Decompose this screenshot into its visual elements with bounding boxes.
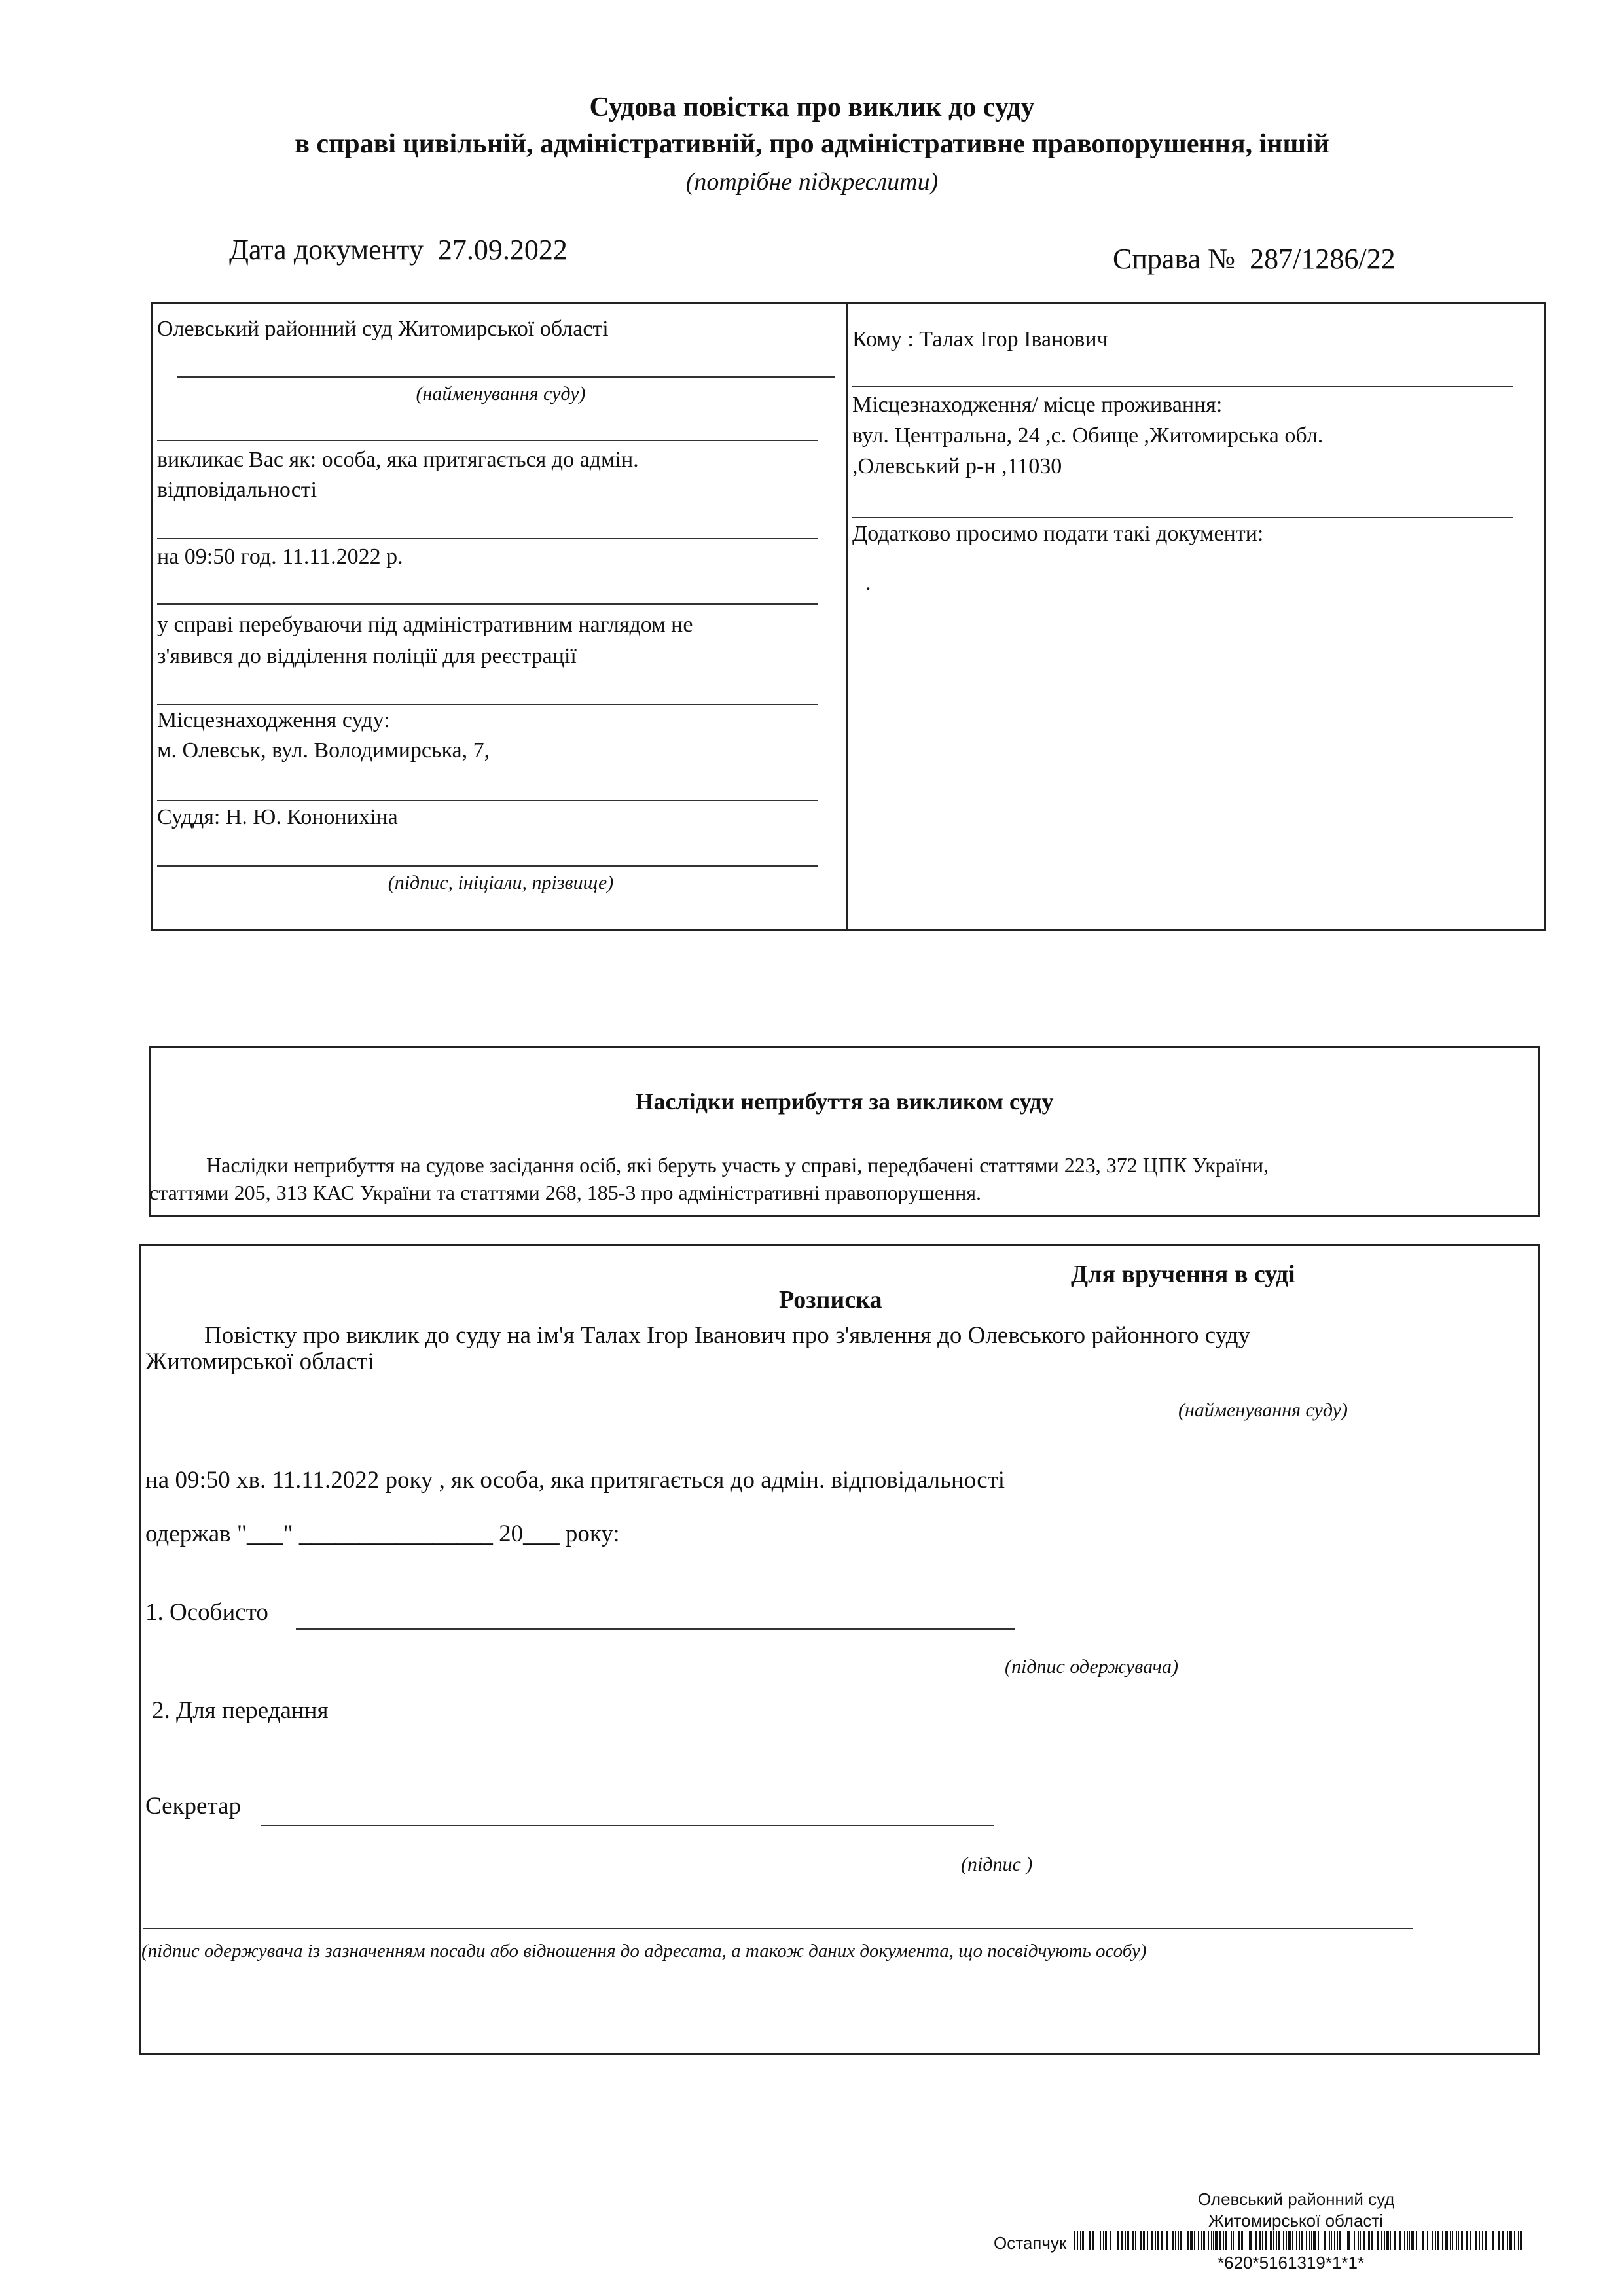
barcode-bar [1479, 2231, 1480, 2250]
barcode-bar [1461, 2231, 1463, 2250]
recipient: Кому : Талах Ігор Іванович [852, 327, 1108, 351]
barcode-bar [1347, 2231, 1350, 2250]
barcode-bar [1358, 2231, 1359, 2250]
barcode-bar [1262, 2231, 1263, 2250]
barcode-bar [1270, 2231, 1272, 2250]
consequences-text-line2: статтями 205, 313 КАС України та статтями 268, 185-3 про адміністративні правопорушення. [149, 1181, 982, 1204]
barcode-bar [1161, 2231, 1163, 2250]
barcode-bar [1288, 2231, 1291, 2250]
barcode-bar [1143, 2231, 1145, 2250]
barcode-bar [1278, 2231, 1280, 2250]
judge-top-line [157, 800, 818, 801]
address-bottom-line [852, 517, 1513, 518]
title-note: (потрібне підкреслити) [685, 168, 939, 196]
barcode-bar [1110, 2231, 1111, 2250]
case-label: Справа № [1113, 243, 1236, 275]
address-line2: ,Олевський р-н ,11030 [852, 454, 1062, 478]
barcode-bar [1450, 2231, 1451, 2250]
barcode-bar [1211, 2231, 1212, 2250]
barcode-bar [1155, 2231, 1156, 2250]
barcode-bar [1296, 2231, 1297, 2250]
barcode-bar [1151, 2231, 1153, 2250]
barcode-bar [1249, 2231, 1252, 2250]
barcode-bar [1371, 2231, 1373, 2250]
column-divider [846, 302, 848, 931]
barcode-bar [1194, 2231, 1195, 2250]
barcode-bar [1089, 2231, 1091, 2250]
location-top-line [157, 704, 818, 705]
barcode-bar [1311, 2231, 1312, 2250]
barcode-bar [1225, 2231, 1227, 2250]
barcode-bar [1318, 2231, 1319, 2250]
doc-date [229, 233, 568, 266]
consequences-text-line1: Наслідки неприбуття на судове засідання осіб, які беруть участь у справі, передбачені статтями 223, 372 ЦПК України, [206, 1153, 1269, 1177]
barcode-bar [1283, 2231, 1284, 2250]
barcode-bar [1172, 2231, 1174, 2250]
receipt-time-line: на 09:50 хв. 11.11.2022 року , як особа, яка притягається до адмін. відповідальності [145, 1467, 1005, 1494]
case-description-line1: у справі перебуваючи під адміністративним наглядом не [157, 613, 693, 637]
barcode-bar [1329, 2231, 1330, 2250]
footer-court-line1: Олевський районний суд [1198, 2189, 1395, 2209]
barcode-bar [1354, 2231, 1355, 2250]
barcode-bar [1121, 2231, 1123, 2250]
barcode-bar [1331, 2231, 1332, 2250]
barcode-bar [1518, 2231, 1519, 2250]
barcode-bar [1399, 2231, 1401, 2250]
barcode-bar [1301, 2231, 1303, 2250]
barcode-bar [1180, 2231, 1182, 2250]
barcode-bar [1092, 2231, 1094, 2250]
for-transfer-label: 2. Для передання [152, 1697, 329, 1724]
court-name: Олевський районний суд Житомирської області [157, 317, 609, 341]
barcode-bar [1233, 2231, 1234, 2250]
barcode-bar [1198, 2231, 1199, 2250]
recipient-signature-caption: (підпис одержувача) [1005, 1656, 1178, 1677]
barcode-bar [1509, 2231, 1512, 2250]
barcode-bar [1390, 2231, 1391, 2250]
barcode-bar [1437, 2231, 1439, 2250]
barcode-bar [1140, 2231, 1142, 2250]
barcode-bar [1103, 2231, 1104, 2250]
barcode-bar [1313, 2231, 1316, 2250]
barcode-bar [1231, 2231, 1232, 2250]
barcode-bar [1201, 2231, 1202, 2250]
receipt-title: Розписка [779, 1286, 882, 1314]
secretary-signature-line [261, 1825, 994, 1826]
court-caption: (найменування суду) [416, 383, 586, 404]
barcode-bar [1409, 2231, 1410, 2250]
barcode-bar [1514, 2231, 1515, 2250]
documents-value: . [865, 571, 871, 595]
recipient-details-caption: (підпис одержувача із зазначенням посади або відношення до адресата, а також даних документа, що посвідчують особу) [141, 1941, 1147, 1962]
barcode-bar [1077, 2231, 1078, 2250]
barcode [1074, 2231, 1532, 2250]
case-number [1113, 242, 1396, 276]
barcode-bar [1432, 2231, 1433, 2250]
barcode-bar [1377, 2231, 1379, 2250]
barcode-bar [1132, 2231, 1134, 2250]
barcode-bar [1422, 2231, 1424, 2250]
case-description-line2: з'явився до відділення поліції для реєстрації [157, 644, 577, 668]
doc-date-label: Дата документу [229, 234, 424, 266]
barcode-bar [1458, 2231, 1459, 2250]
signature-caption: (підпис, ініціали, прізвище) [388, 872, 614, 893]
receipt-line2: Житомирської області [145, 1348, 374, 1375]
barcode-bar [1238, 2231, 1240, 2250]
barcode-bar [1435, 2231, 1436, 2250]
barcode-bar [1360, 2231, 1361, 2250]
barcode-bar [1492, 2231, 1494, 2250]
receipt-court-caption: (найменування суду) [1178, 1399, 1348, 1421]
barcode-bar [1386, 2231, 1389, 2250]
barcode-bar [1203, 2231, 1205, 2250]
title-line-1: Судова повістка про виклик до суду [589, 92, 1035, 122]
barcode-bar [1475, 2231, 1477, 2250]
barcode-bar [1241, 2231, 1243, 2250]
barcode-bar [1404, 2231, 1405, 2250]
barcode-text: *620*5161319*1*1* [1218, 2253, 1365, 2272]
barcode-bar [1273, 2231, 1274, 2250]
barcode-bar [1334, 2231, 1335, 2250]
barcode-bar [1213, 2231, 1214, 2250]
barcode-bar [1306, 2231, 1307, 2250]
barcode-bar [1074, 2231, 1075, 2250]
signature-line [157, 865, 818, 867]
barcode-bar [1100, 2231, 1101, 2250]
barcode-bar [1442, 2231, 1443, 2250]
address-line1: вул. Центральна, 24 ,с. Обище ,Житомирська обл. [852, 423, 1324, 448]
case-value: 287/1286/22 [1250, 243, 1396, 275]
summons-as-line2: відповідальності [157, 478, 317, 502]
barcode-bar [1286, 2231, 1287, 2250]
barcode-bar [1080, 2231, 1081, 2250]
barcode-bar [1223, 2231, 1224, 2250]
barcode-bar [1520, 2231, 1522, 2250]
court-location-label: Місцезнаходження суду: [157, 708, 390, 732]
barcode-bar [1255, 2231, 1257, 2250]
barcode-bar [1445, 2231, 1448, 2250]
barcode-bar [1276, 2231, 1277, 2250]
barcode-bar [1507, 2231, 1508, 2250]
barcode-bar [1482, 2231, 1483, 2250]
barcode-bar [1363, 2231, 1365, 2250]
barcode-bar [1452, 2231, 1453, 2250]
personally-signature-line [296, 1628, 1015, 1630]
barcode-bar [1259, 2231, 1261, 2250]
recipient-details-line [143, 1928, 1413, 1929]
address-label: Місцезнаходження/ місце проживання: [852, 393, 1223, 417]
barcode-bar [1470, 2231, 1471, 2250]
barcode-bar [1407, 2231, 1408, 2250]
receipt-line1: Повістку про виклик до суду на ім'я Талах Ігор Іванович про з'явлення до Олевського районного суду [204, 1322, 1251, 1349]
for-court-label: Для вручення в суді [1071, 1261, 1295, 1288]
recipient-line [852, 386, 1513, 387]
time-top-line [157, 538, 818, 539]
footer-clerk-name: Остапчук [994, 2233, 1067, 2253]
barcode-bar [1466, 2231, 1468, 2250]
barcode-bar [1411, 2231, 1414, 2250]
barcode-bar [1147, 2231, 1148, 2250]
secretary-signature-caption: (підпис ) [961, 1854, 1033, 1875]
documents-label: Додатково просимо подати такі документи: [852, 522, 1264, 546]
case-top-line [157, 603, 818, 605]
barcode-bar [1178, 2231, 1179, 2250]
barcode-bar [1381, 2231, 1382, 2250]
barcode-bar [1368, 2231, 1370, 2250]
barcode-bar [1299, 2231, 1300, 2250]
barcode-bar [1125, 2231, 1126, 2250]
barcode-bar [1190, 2231, 1193, 2250]
barcode-bar [1498, 2231, 1500, 2250]
barcode-bar [1135, 2231, 1136, 2250]
summons-time: на 09:50 год. 11.11.2022 р. [157, 545, 403, 569]
barcode-bar [1384, 2231, 1385, 2250]
barcode-bar [1187, 2231, 1189, 2250]
title-line-2: в справі цивільній, адміністративній, про адміністративне правопорушення, іншій [295, 129, 1329, 159]
barcode-bar [1175, 2231, 1176, 2250]
barcode-bar [1324, 2231, 1326, 2250]
barcode-bar [1208, 2231, 1209, 2250]
barcode-bar [1485, 2231, 1487, 2250]
secretary-label: Секретар [145, 1793, 241, 1820]
personally-label: 1. Особисто [145, 1599, 268, 1626]
barcode-bar [1117, 2231, 1119, 2250]
barcode-bar [1339, 2231, 1341, 2250]
summons-as-line1: викликає Вас як: особа, яка притягається до адмін. [157, 448, 639, 472]
summons-top-line [157, 440, 818, 441]
barcode-bar [1427, 2231, 1428, 2250]
barcode-bar [1265, 2231, 1267, 2250]
barcode-bar [1082, 2231, 1084, 2250]
barcode-bar [1292, 2231, 1293, 2250]
barcode-bar [1456, 2231, 1457, 2250]
barcode-bar [1157, 2231, 1159, 2250]
barcode-bar [1309, 2231, 1310, 2250]
consequences-title: Наслідки неприбуття за викликом суду [635, 1088, 1054, 1115]
barcode-bar [1416, 2231, 1417, 2250]
footer-court-line2: Житомирської області [1208, 2211, 1384, 2231]
received-date-line: одержав "___" ________________ 20___ року: [145, 1520, 620, 1547]
doc-date-value: 27.09.2022 [437, 234, 568, 266]
barcode-bar [1166, 2231, 1168, 2250]
court-name-line [177, 376, 835, 378]
barcode-bar [1127, 2231, 1129, 2250]
court-location-value: м. Олевськ, вул. Володимирська, 7, [157, 738, 490, 762]
barcode-bar [1337, 2231, 1338, 2250]
barcode-bar [1219, 2231, 1221, 2250]
barcode-bar [1502, 2231, 1504, 2250]
barcode-bar [1105, 2231, 1107, 2250]
barcode-bar [1215, 2231, 1218, 2250]
judge-name: Суддя: Н. Ю. Кононихіна [157, 805, 398, 829]
barcode-bar [1394, 2231, 1396, 2250]
